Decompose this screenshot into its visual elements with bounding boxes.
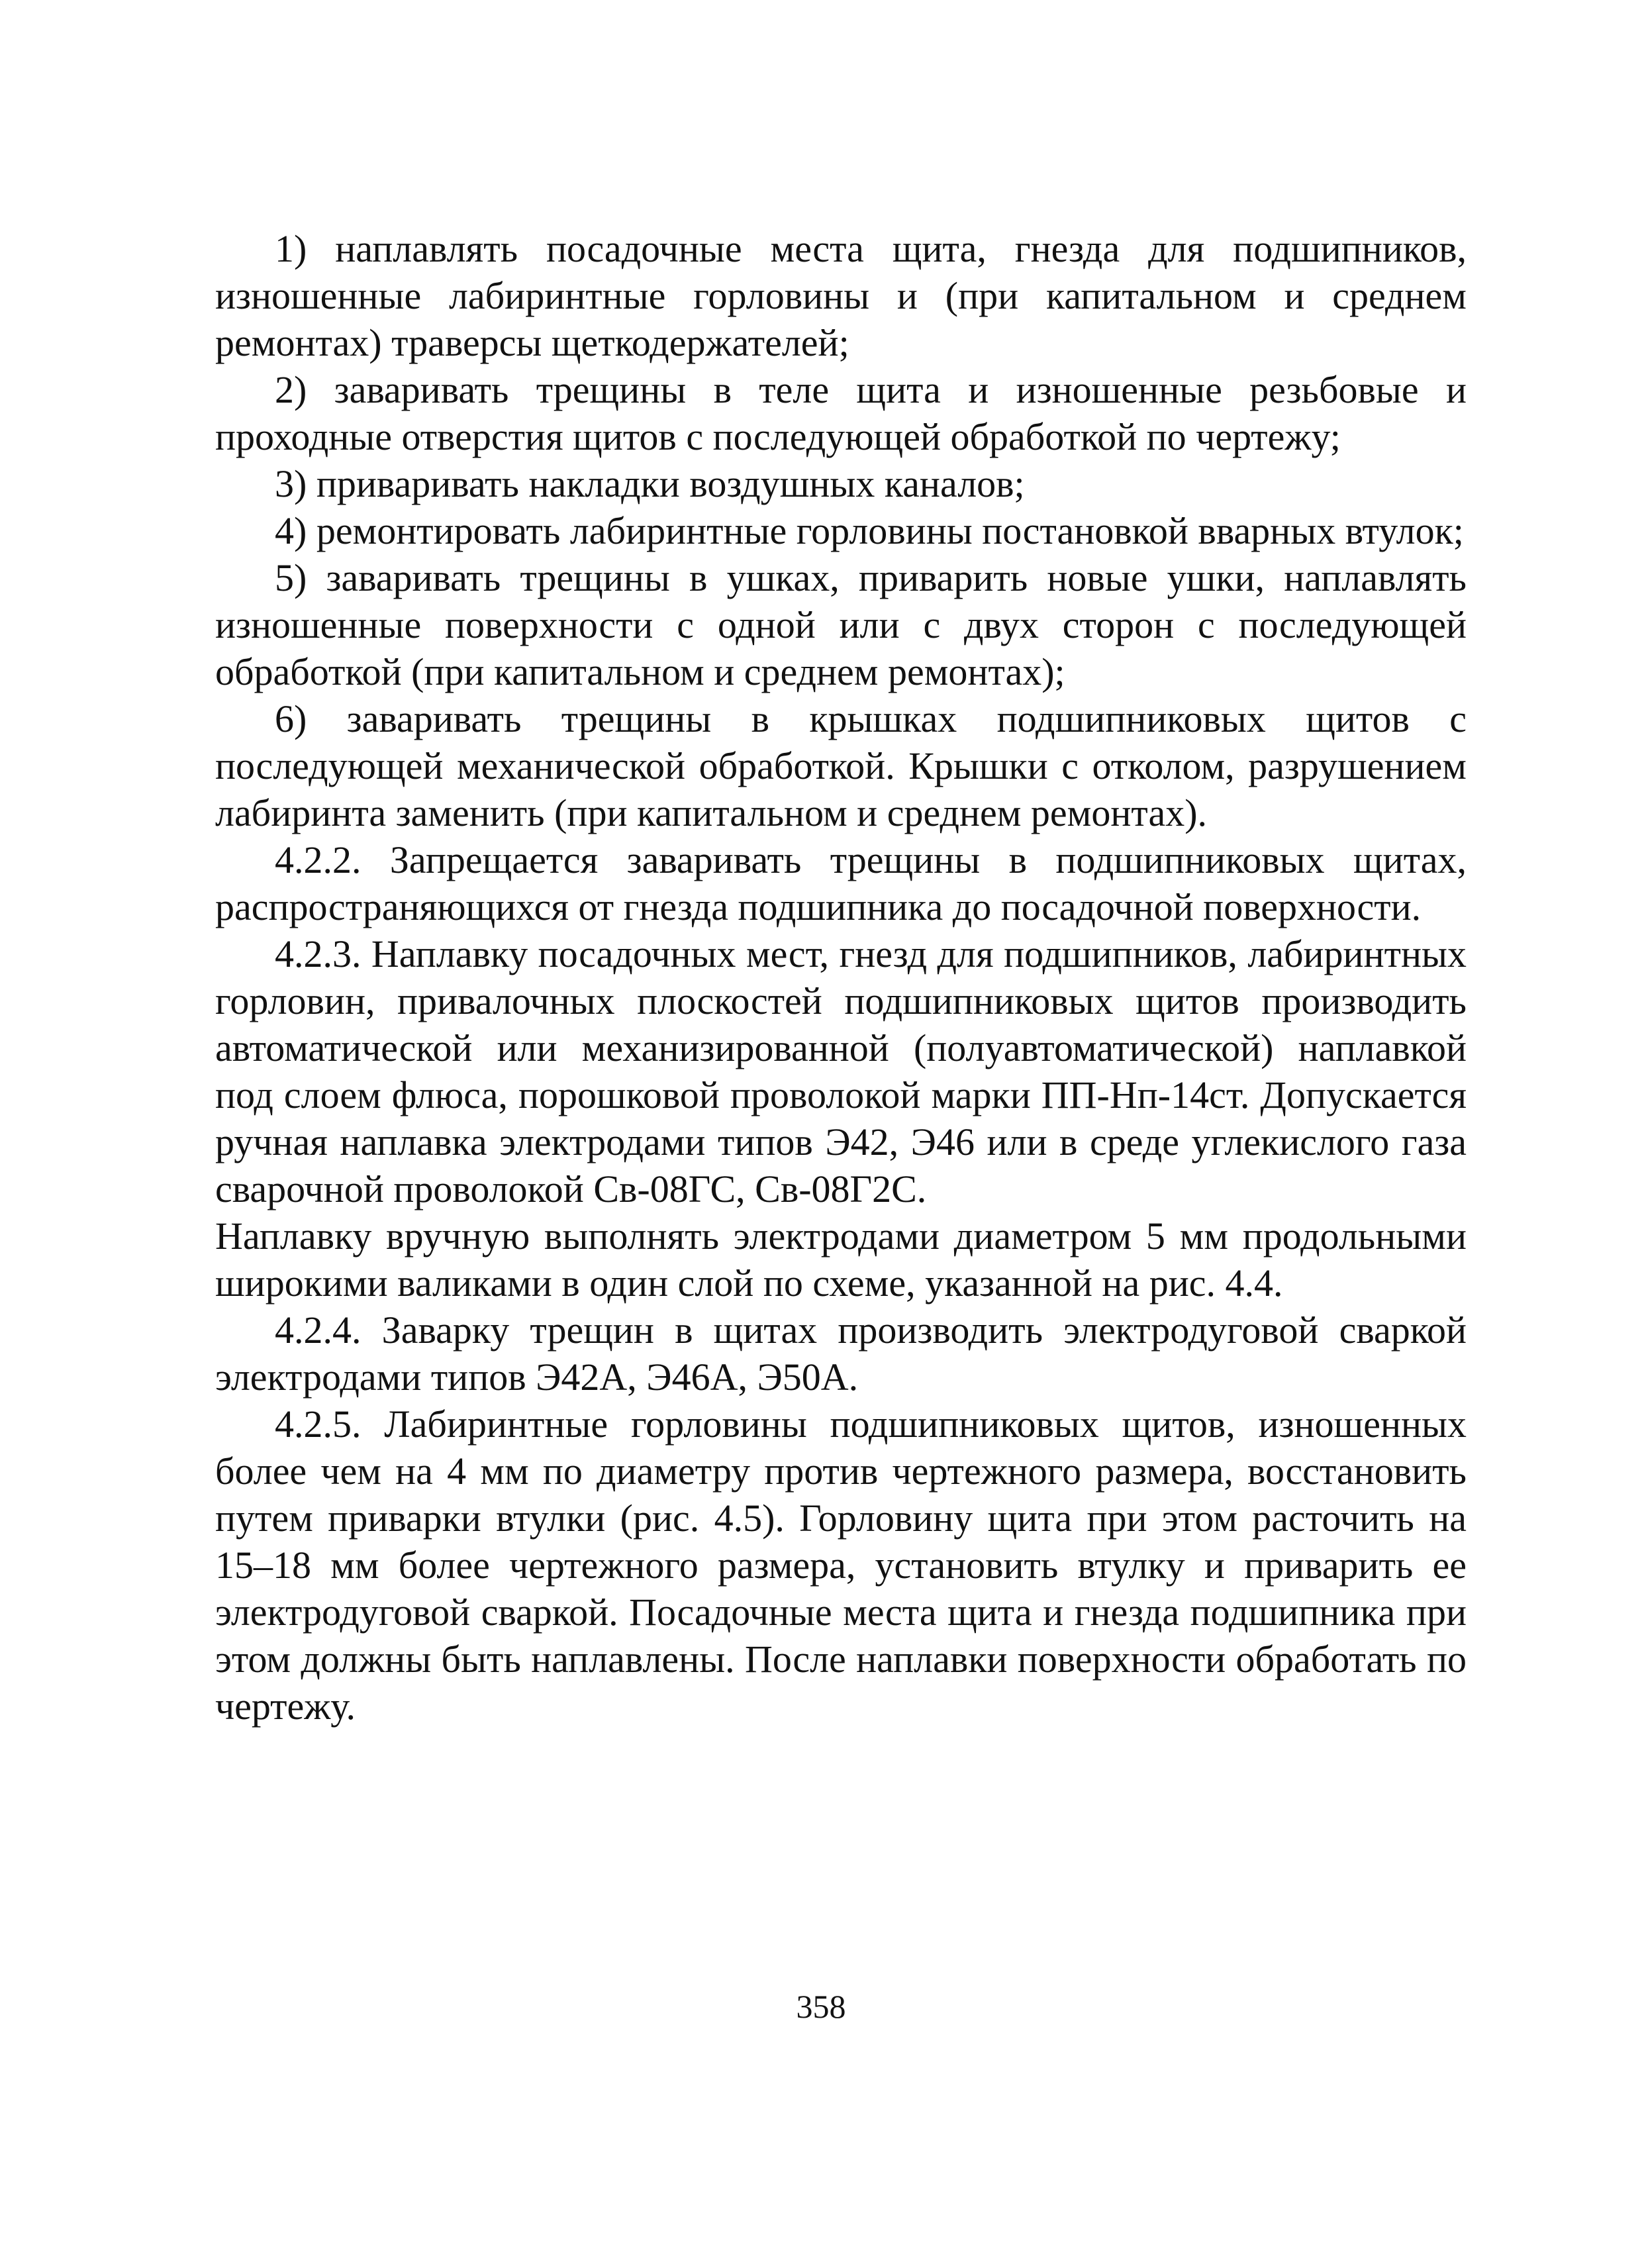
list-item-3: 3) приваривать накладки воздушных каналов;: [275, 462, 1025, 505]
list-item-4: 4) ремонтировать лабиринтные горловины постановкой вварных втулок;: [275, 509, 1464, 552]
page-number: 358: [796, 1988, 846, 2025]
list-item-6: 6) заваривать трещины в крышках подшипниковых щитов с последующей механической обработкой. Крышки с отколом, разрушением лабиринта заменить (при капитальном и среднем ремонтах).: [215, 697, 1467, 834]
section-4-2-2: 4.2.2. Запрещается заваривать трещины в подшипниковых щитах, распространяющихся от гнезда подшипника до посадочной поверхности.: [215, 838, 1467, 928]
section-4-2-5: 4.2.5. Лабиринтные горловины подшипниковых щитов, изношенных более чем на 4 мм по диаметру против чертежного размера, восстановить путем приварки втулки (рис. 4.5). Горловину щита при этом расточить на 15–18 мм более чертежного размера, установить втулку и приварить ее электродуговой сваркой. Посадочные места щита и гнезда подшипника при этом должны быть наплавлены. После наплавки поверхности обработать по чертежу.: [215, 1403, 1467, 1728]
list-item-1: 1) наплавлять посадочные места щита, гнезда для подшипников, изношенные лабиринтные горловины и (при капитальном и среднем ремонтах) траверсы щеткодержателей;: [215, 227, 1467, 364]
list-item-5: 5) заваривать трещины в ушках, приварить новые ушки, наплавлять изношенные поверхности с одной или с двух сторон с последующей обработкой (при капитальном и среднем ремонтах);: [215, 556, 1467, 693]
list-item-2: 2) заваривать трещины в теле щита и изношенные резьбовые и проходные отверстия щитов с последующей обработкой по чертежу;: [215, 368, 1467, 458]
manual-surfacing-paragraph: Наплавку вручную выполнять электродами диаметром 5 мм продольными широкими валиками в один слой по схеме, указанной на рис. 4.4.: [215, 1214, 1467, 1305]
section-4-2-4: 4.2.4. Заварку трещин в щитах производить электродуговой сваркой электродами типов Э42А, Э46А, Э50А.: [215, 1308, 1467, 1399]
section-4-2-3: 4.2.3. Наплавку посадочных мест, гнезд для подшипников, лабиринтных горловин, привалочных плоскостей подшипниковых щитов производить автоматической или механизированной (полуавтоматической) наплавкой под слоем флюса, порошковой проволокой марки ПП-Нп-14ст. Допускается ручная наплавка электродами типов Э42, Э46 или в среде углекислого газа сварочной проволокой Св-08ГС, Св-08Г2С.: [215, 932, 1467, 1210]
page-body: [215, 225, 1467, 1730]
